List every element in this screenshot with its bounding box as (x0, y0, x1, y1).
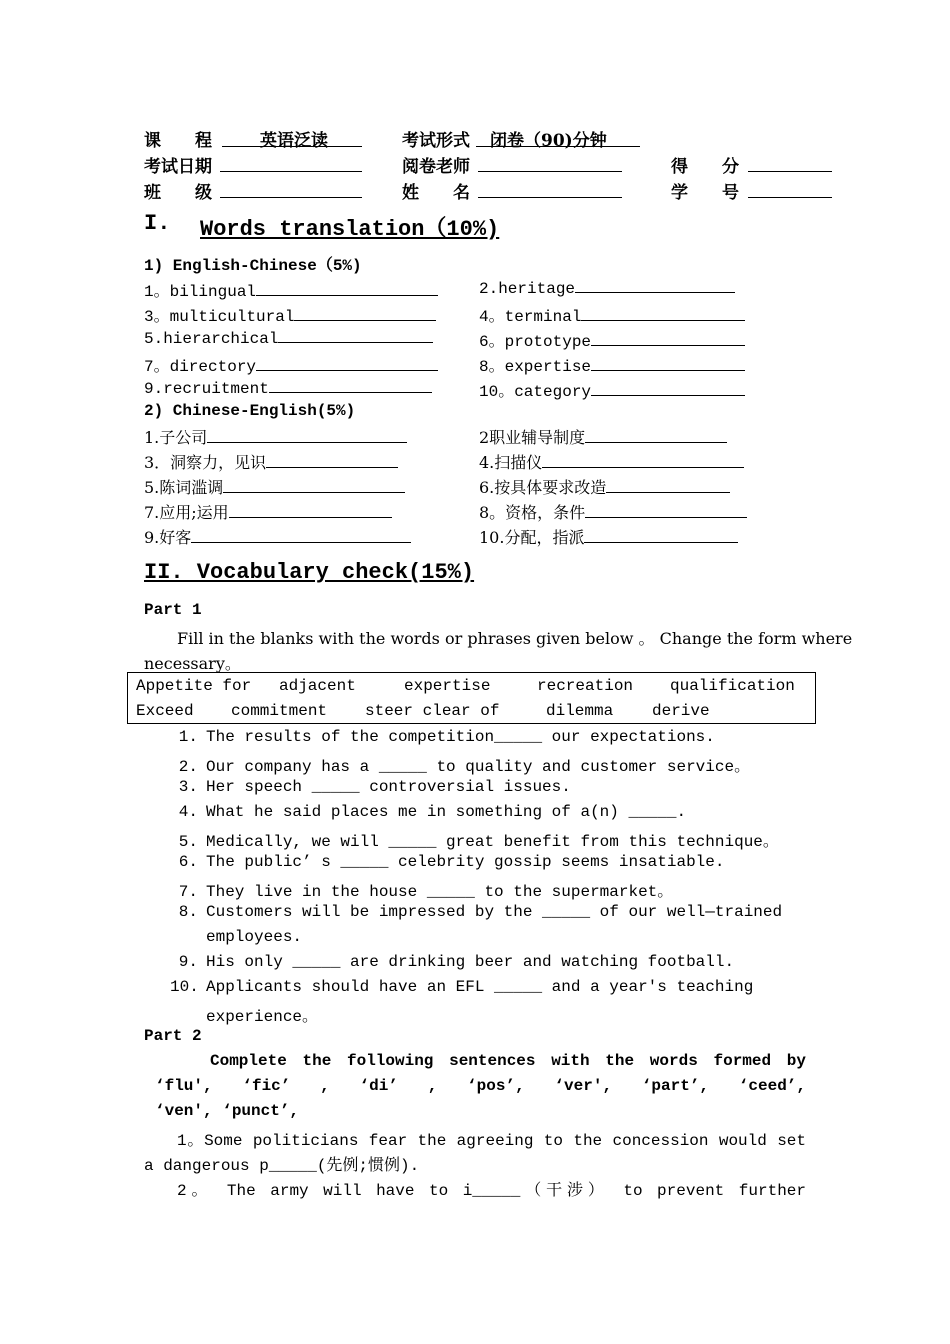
answer-blank[interactable] (256, 356, 438, 371)
section1-number: I. (144, 211, 171, 236)
ec-item-1: 1。bilingual (144, 278, 438, 301)
sentence-7: 7. They live in the house _____ to the supermarket。 (178, 883, 674, 901)
answer-blank[interactable] (581, 306, 745, 321)
answer-blank[interactable] (591, 331, 745, 346)
answer-blank[interactable] (575, 278, 735, 293)
course-label: 课 程 (144, 131, 212, 151)
answer-blank[interactable] (542, 453, 744, 468)
answer-blank[interactable] (585, 503, 747, 518)
answer-blank[interactable] (266, 453, 398, 468)
part1-instruction: Fill in the blanks with the words or phrases given below 。 Change the form where (177, 629, 853, 648)
part2-label: Part 2 (144, 1027, 202, 1045)
ce-item-1: 1.子公司 (144, 425, 407, 448)
word-bank-item: Exceed (136, 702, 194, 720)
sentence-10: 10. Applicants should have an EFL _____ and a year's teaching (170, 978, 754, 996)
sentence-9: 9. His only _____ are drinking beer and watching football. (178, 953, 735, 971)
sentence-10-cont: experience。 (206, 1008, 319, 1026)
grader-label: 阅卷老师 (402, 157, 470, 177)
sentence-3: 3. Her speech _____ controversial issues. (178, 778, 571, 796)
part2-question-2: 2。 The army will have to i_____（干涉） to prevent further (177, 1182, 806, 1200)
ec-item-10: 10。category (479, 378, 745, 401)
word-bank-item: derive (652, 702, 710, 720)
word-bank (127, 672, 816, 724)
course-value: 英语泛读 (260, 131, 328, 151)
part2-roots: ‘flu', ‘fic’ , ‘di’ , ‘pos’, ‘ver', ‘part’, ‘ceed’, (155, 1077, 806, 1095)
word-bank-item: steer clear of (365, 702, 500, 720)
ce-item-5: 5.陈词滥调 (144, 475, 405, 498)
course-field (222, 126, 362, 151)
answer-blank[interactable] (584, 528, 738, 543)
ec-item-3: 3。multicultural (144, 303, 436, 326)
ec-item-6: 6。prototype (479, 328, 745, 351)
answer-blank[interactable] (191, 528, 411, 543)
ce-item-8: 8。资格，条件 (479, 500, 747, 523)
ec-item-4: 4。terminal (479, 303, 745, 326)
part1-label: Part 1 (144, 601, 202, 619)
sentence-1: 1. The results of the competition_____ our expectations. (178, 728, 715, 746)
part1-title: 1) English-Chinese（5%) (144, 257, 362, 275)
part2-instruction: Complete the following sentences with the words formed by (210, 1052, 806, 1070)
id-field[interactable] (748, 178, 832, 198)
ce-item-10: 10.分配，指派 (479, 525, 738, 548)
sentence-8: 8. Customers will be impressed by the _____ of our well—trained (178, 903, 783, 921)
part2-title: 2) Chinese-English(5%) (144, 402, 356, 420)
grader-field[interactable] (478, 152, 622, 172)
word-bank-item: expertise (404, 677, 491, 695)
word-bank-item: recreation (537, 677, 634, 695)
score-label: 得 分 (671, 157, 739, 177)
part2-question-1-cont: a dangerous p_____(先例;惯例). (144, 1157, 420, 1175)
name-field[interactable] (478, 178, 622, 198)
ce-item-7: 7.应用;运用 (144, 500, 392, 523)
part2-roots-cont: ‘ven', ‘punct’, (155, 1102, 300, 1120)
ec-item-5: 5.hierarchical (144, 328, 433, 348)
answer-blank[interactable] (207, 428, 407, 443)
ec-item-2: 2.heritage (479, 278, 735, 298)
word-bank-item: Appetite for (136, 677, 252, 695)
answer-blank[interactable] (606, 478, 730, 493)
section1-title: Words translation（10%) (200, 217, 500, 242)
sentence-5: 5. Medically, we will _____ great benefit from this technique。 (178, 833, 779, 851)
answer-blank[interactable] (585, 428, 727, 443)
date-label: 考试日期 (144, 157, 212, 177)
word-bank-item: adjacent (279, 677, 356, 695)
sentence-4: 4. What he said places me in something of a(n) _____. (178, 803, 687, 821)
date-field[interactable] (220, 152, 362, 172)
ec-item-9: 9.recruitment (144, 378, 432, 398)
answer-blank[interactable] (269, 378, 432, 393)
word-bank-item: commitment (231, 702, 328, 720)
word-bank-item: dilemma (546, 702, 614, 720)
answer-blank[interactable] (278, 328, 433, 343)
part1-instruction-cont: necessary。 (144, 654, 241, 673)
exam-form-value: 闭卷（90)分钟 (490, 131, 607, 151)
answer-blank[interactable] (256, 281, 438, 296)
answer-blank[interactable] (223, 478, 405, 493)
score-field[interactable] (748, 152, 832, 172)
part2-question-1: 1。Some politicians fear the agreeing to the concession would set (177, 1132, 806, 1150)
ce-item-2: 2职业辅导制度 (479, 425, 727, 448)
ec-item-8: 8。expertise (479, 353, 745, 376)
sentence-2: 2. Our company has a _____ to quality and customer service。 (178, 758, 751, 776)
ce-item-3: 3．洞察力，见识 (144, 450, 398, 473)
ce-item-4: 4.扫描仪 (479, 450, 744, 473)
answer-blank[interactable] (294, 306, 436, 321)
sentence-6: 6. The public’ s _____ celebrity gossip seems insatiable. (178, 853, 725, 871)
exam-form-field (476, 126, 640, 151)
sentence-8-cont: employees. (206, 928, 303, 946)
ec-item-7: 7。directory (144, 353, 438, 376)
word-bank-item: qualification (670, 677, 795, 695)
answer-blank[interactable] (229, 503, 392, 518)
answer-blank[interactable] (591, 381, 745, 396)
name-label: 姓 名 (402, 183, 470, 203)
exam-form-label: 考试形式 (402, 131, 470, 151)
ce-item-9: 9.好客 (144, 525, 411, 548)
answer-blank[interactable] (591, 356, 745, 371)
class-label: 班 级 (144, 183, 212, 203)
ce-item-6: 6.按具体要求改造 (479, 475, 730, 498)
section2-title: II. Vocabulary check(15%) (144, 560, 475, 585)
class-field[interactable] (220, 178, 362, 198)
id-label: 学 号 (671, 183, 739, 203)
